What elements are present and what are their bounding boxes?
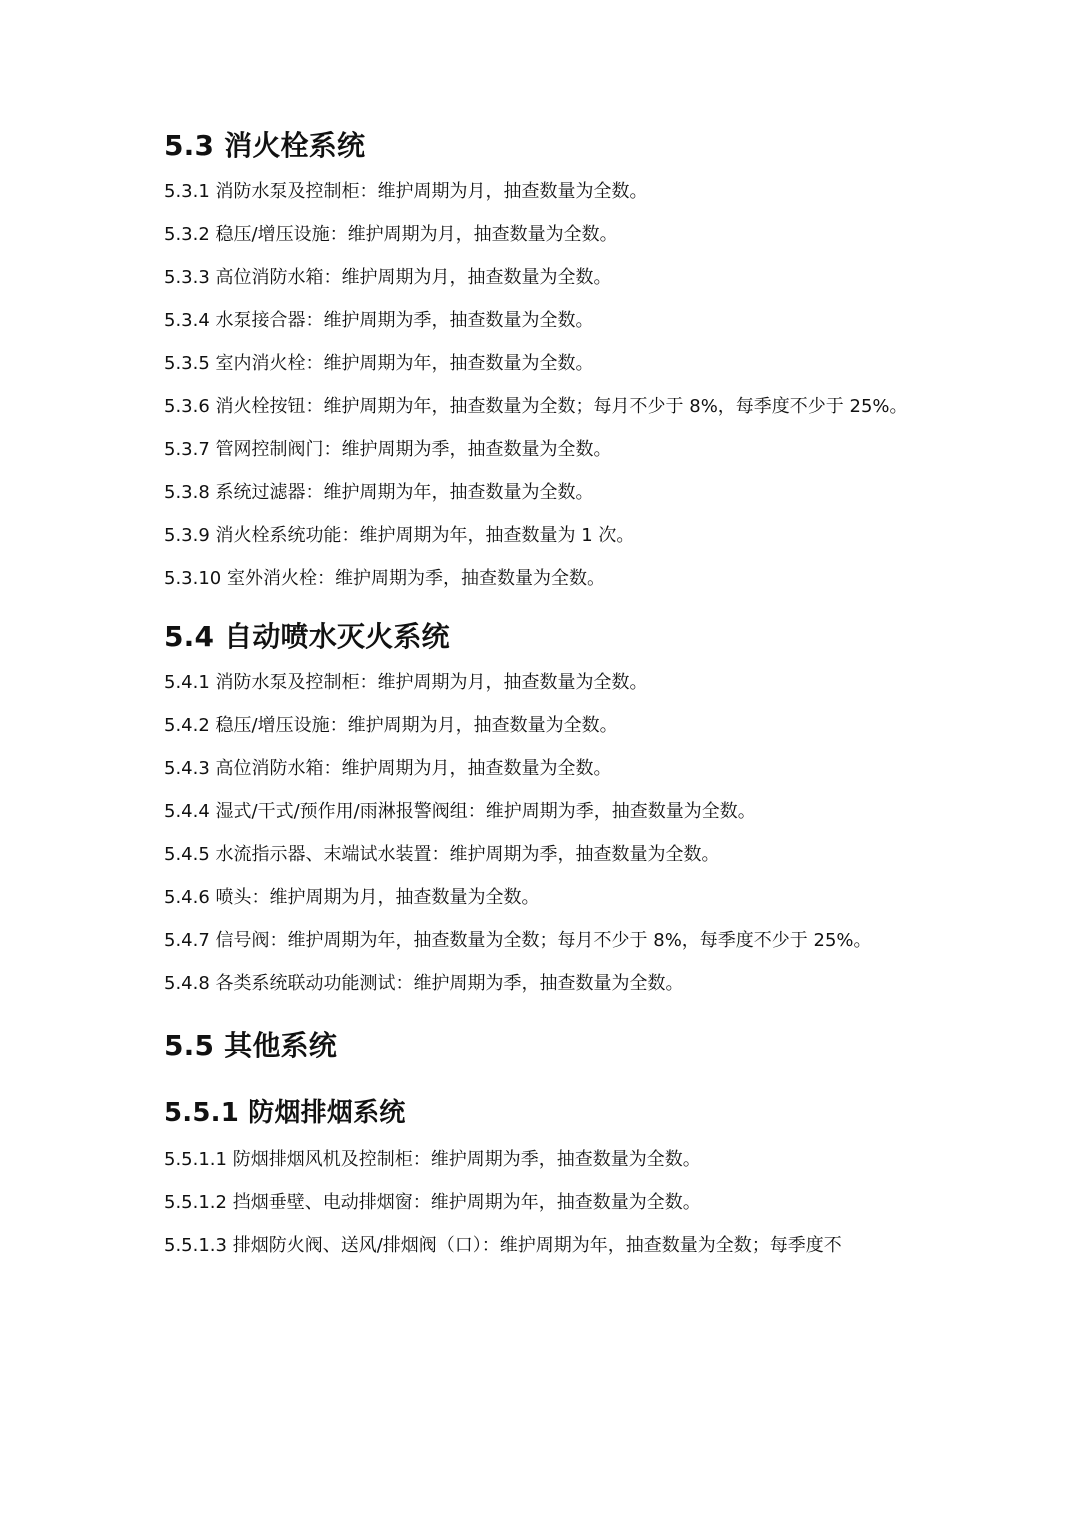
list-item: 5.3.1 消防水泵及控制柜：维护周期为月，抽查数量为全数。 — [164, 181, 648, 202]
list-item: 5.4.8 各类系统联动功能测试：维护周期为季，抽查数量为全数。 — [164, 973, 684, 994]
list-item: 5.3.10 室外消火栓：维护周期为季，抽查数量为全数。 — [164, 568, 605, 589]
list-item: 5.3.9 消火栓系统功能：维护周期为年，抽查数量为 1 次。 — [164, 525, 635, 546]
list-item: 5.3.3 高位消防水箱：维护周期为月，抽查数量为全数。 — [164, 267, 612, 288]
section-heading: 5.3 消火栓系统 — [164, 129, 366, 162]
subsection-heading: 5.5.1 防烟排烟系统 — [164, 1098, 406, 1128]
section-heading: 5.5 其他系统 — [164, 1029, 337, 1062]
list-item: 5.4.4 湿式/干式/预作用/雨淋报警阀组：维护周期为季，抽查数量为全数。 — [164, 801, 756, 822]
list-item: 5.3.4 水泵接合器：维护周期为季，抽查数量为全数。 — [164, 310, 594, 331]
list-item: 5.5.1.1 防烟排烟风机及控制柜：维护周期为季，抽查数量为全数。 — [164, 1149, 701, 1170]
list-item: 5.3.8 系统过滤器：维护周期为年，抽查数量为全数。 — [164, 482, 594, 503]
section-5-4 — [164, 617, 924, 1000]
list-item: 5.4.5 水流指示器、末端试水装置：维护周期为季，抽查数量为全数。 — [164, 844, 720, 865]
list-item: 5.5.1.2 挡烟垂壁、电动排烟窗：维护周期为年，抽查数量为全数。 — [164, 1192, 701, 1213]
document-page — [164, 126, 924, 1273]
section-5-3 — [164, 126, 924, 595]
list-item: 5.4.2 稳压/增压设施：维护周期为月，抽查数量为全数。 — [164, 715, 618, 736]
list-item: 5.3.7 管网控制阀门：维护周期为季，抽查数量为全数。 — [164, 439, 612, 460]
list-item: 5.5.1.3 排烟防火阀、送风/排烟阀（口）：维护周期为年，抽查数量为全数；每季度不 — [164, 1235, 842, 1256]
list-item: 5.4.6 喷头：维护周期为月，抽查数量为全数。 — [164, 887, 540, 908]
list-item: 5.4.3 高位消防水箱：维护周期为月，抽查数量为全数。 — [164, 758, 612, 779]
list-item: 5.3.2 稳压/增压设施：维护周期为月，抽查数量为全数。 — [164, 224, 618, 245]
list-item: 5.4.1 消防水泵及控制柜：维护周期为月，抽查数量为全数。 — [164, 672, 648, 693]
list-item: 5.3.6 消火栓按钮：维护周期为年，抽查数量为全数；每月不少于 8%，每季度不少于 25%。 — [164, 396, 908, 417]
section-5-5-1 — [164, 1094, 924, 1262]
section-5-5 — [164, 1026, 924, 1066]
list-item: 5.3.5 室内消火栓：维护周期为年，抽查数量为全数。 — [164, 353, 594, 374]
list-item: 5.4.7 信号阀：维护周期为年，抽查数量为全数；每月不少于 8%，每季度不少于 25%。 — [164, 930, 872, 951]
section-heading: 5.4 自动喷水灭火系统 — [164, 620, 450, 653]
